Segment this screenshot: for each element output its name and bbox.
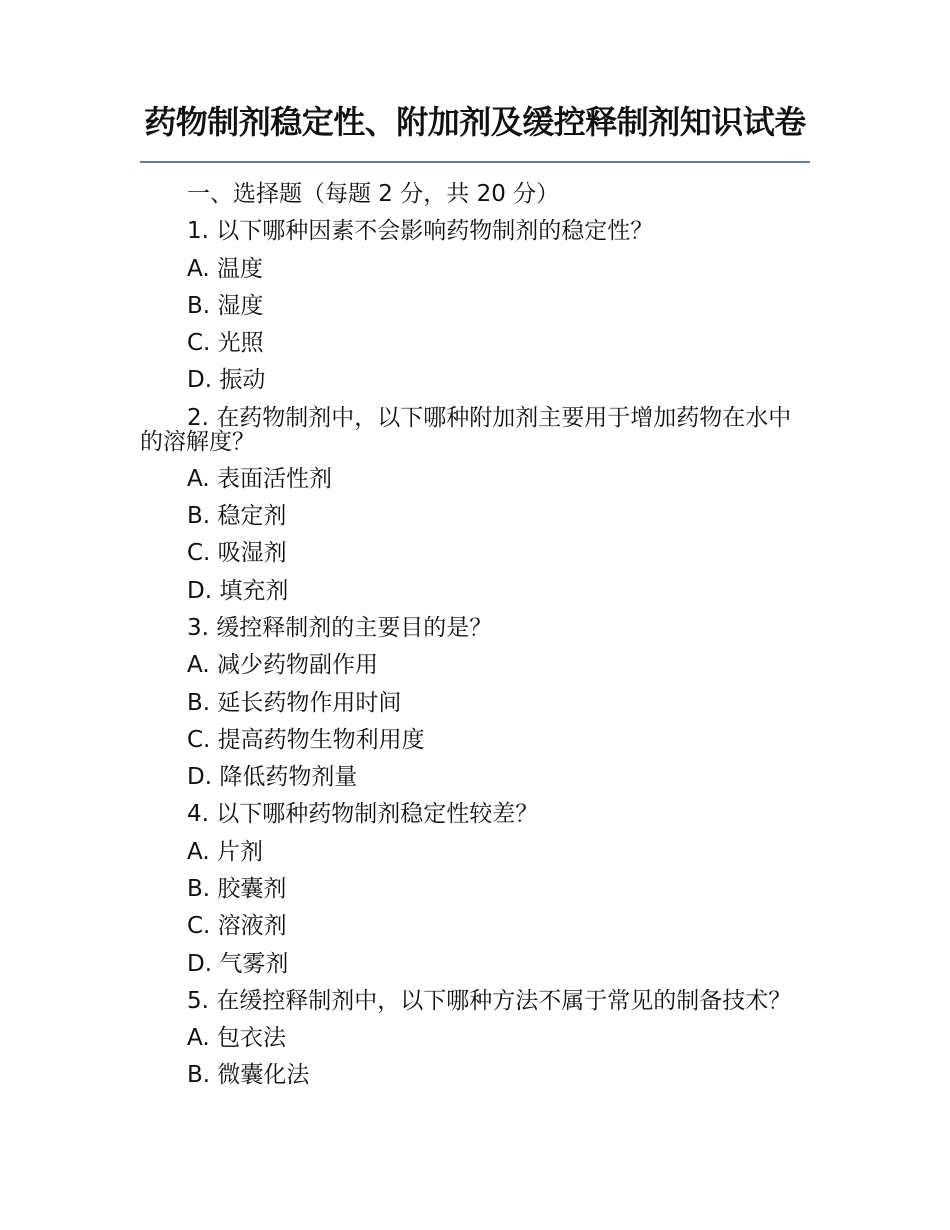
question-option: B. 稳定剂 [187, 503, 287, 530]
question-option: A. 温度 [187, 255, 263, 282]
question-option: D. 气雾剂 [187, 950, 289, 977]
question-option: A. 包衣法 [187, 1024, 286, 1051]
question-stem: 5. 在缓控释制剂中，以下哪种方法不属于常见的制备技术？ [187, 987, 792, 1014]
question-option: C. 溶液剂 [187, 913, 287, 940]
question-option: D. 填充剂 [187, 577, 289, 604]
title-divider [140, 161, 810, 163]
section-heading: 一、选择题（每题 2 分，共 20 分） [187, 181, 560, 207]
question-option: D. 振动 [187, 367, 266, 394]
question-option: A. 减少药物副作用 [187, 652, 378, 679]
question-list [140, 176, 810, 1095]
question-option: C. 吸湿剂 [187, 540, 287, 567]
question-stem: 1. 以下哪种因素不会影响药物制剂的稳定性？ [187, 218, 654, 245]
question-stem: 3. 缓控释制剂的主要目的是？ [187, 614, 493, 641]
question-stem: 2. 在药物制剂中，以下哪种附加剂主要用于增加药物在水中的溶解度？ [140, 404, 792, 455]
question-stem: 4. 以下哪种药物制剂稳定性较差？ [187, 801, 539, 828]
question-option: B. 微囊化法 [187, 1062, 310, 1089]
question-option: B. 湿度 [187, 292, 264, 319]
question-option: A. 表面活性剂 [187, 465, 332, 492]
document-title: 药物制剂稳定性、附加剂及缓控释制剂知识试卷 [144, 103, 806, 141]
question-option: B. 胶囊剂 [187, 876, 287, 903]
question-option: D. 降低药物剂量 [187, 764, 358, 791]
question-option: B. 延长药物作用时间 [187, 689, 402, 716]
question-option: C. 光照 [187, 330, 264, 357]
question-option: A. 片剂 [187, 838, 263, 865]
question-option: C. 提高药物生物利用度 [187, 726, 425, 753]
